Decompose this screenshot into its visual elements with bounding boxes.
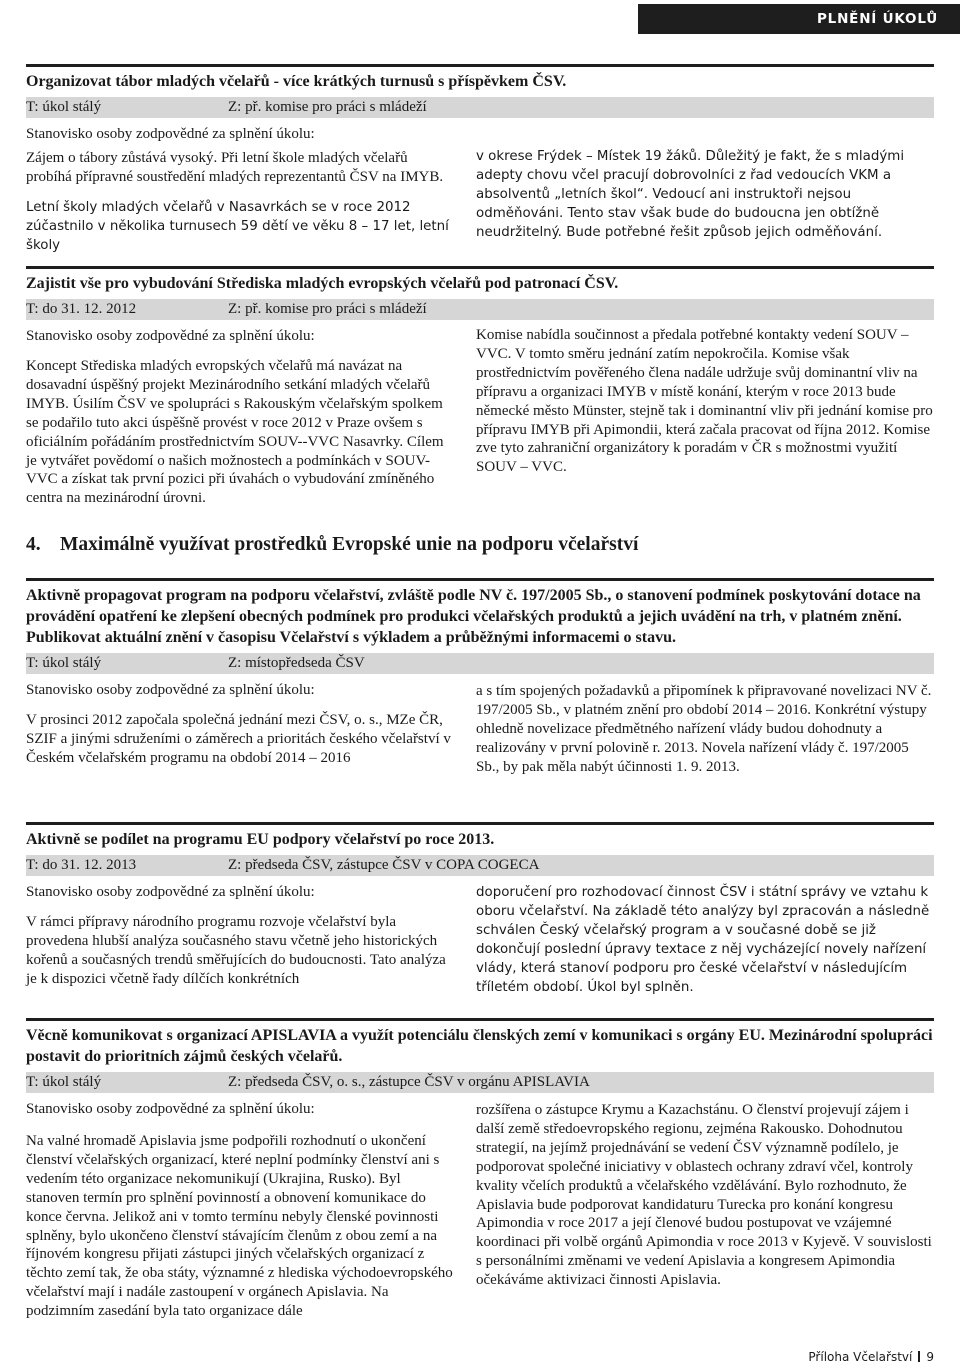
task-text-right: doporučení pro rozhodovací činnost ČSV i státní správy ve vztahu k oboru včelařství. Na základě této analýzy byl zpracován a následně schválen Český včelařský program a v současné době se již dokončují poslední úpravy textace z něj vycházející novely nařízení vlády, která stanoví podporu pro české včelařství v následujícím tříletém období. Úkol byl splněn. — [476, 885, 930, 995]
task-text-right: Komise nabídla součinnost a předala potřebné kontakty vedení SOUV – VVC. V tomto směru jednání zatím nepokročila. Komise však prostřednictvím pověřeného člena nadále udržuje svůj dominantní vliv na přípravu a organizaci IMYB v místě konání, kterým v roce 2013 bude německé město Münster, stejně tak i dominantní vliv při jednání komise pro přípravu IMYB při Apimondii, která začala pracovat od října 2012. Komise zve tyto zahraniční organizátory k poradám v ČR s možnostmi využití SOUV – VVC. — [476, 327, 933, 476]
task-meta — [26, 653, 934, 674]
task-2 — [26, 266, 934, 507]
section-header: PLNĚNÍ ÚKOLŮ — [638, 4, 960, 34]
divider — [26, 64, 934, 67]
task-3 — [26, 578, 934, 775]
task-title: Aktivně propagovat program na podporu včelařství, zvláště podle NV č. 197/2005 Sb., o stanovení podmínek poskytování dotace na provádění opatření ke zlepšení obecných podmínek pro produkci včelařských produktů a jejich uvádění na trh, v platném znění. Publikovat aktuální znění v časopisu Včelařství s výkladem a průběžnými informacemi o stavu. — [26, 587, 921, 646]
task-text-left: V rámci přípravy národního programu rozvoje včelařství byla provedena hlubší analýza současného stavu včetně jeho historických kořenů a současných trendů směřujících do budoucnosti. Tato analýza je k dispozici včetně řady dílčích konkrétních — [26, 914, 446, 987]
task-1 — [26, 64, 934, 253]
task-title: Věcně komunikovat s organizací APISLAVIA a využít potenciálu členských zemí v komunikaci s orgány EU. Mezinárodní spolupráci postavit do prioritních zájmů českých včelařů. — [26, 1027, 933, 1065]
task-responsible: Z: předseda ČSV, o. s., zástupce ČSV v orgánu APISLAVIA — [228, 1074, 590, 1090]
task-5 — [26, 1018, 934, 1320]
divider — [26, 578, 934, 581]
task-title: Zajistit vše pro vybudování Střediska mladých evropských včelařů pod patronací ČSV. — [26, 275, 619, 292]
task-term: T: úkol stálý — [26, 1074, 102, 1090]
stanovisko-label: Stanovisko osoby zodpovědné za splnění úkolu: — [26, 1101, 315, 1117]
chapter-number: 4. — [26, 534, 41, 555]
task-title: Organizovat tábor mladých včelařů - více krátkých turnusů s příspěvkem ČSV. — [26, 73, 567, 90]
task-term: T: úkol stálý — [26, 655, 102, 671]
task-text-left: Letní školy mladých včelařů v Nasavrkách se v roce 2012 zúčastnilo v několika turnusech 59 dětí ve věku 8 – 17 let, letní školy — [26, 199, 449, 253]
task-meta — [26, 855, 934, 876]
divider — [26, 1018, 934, 1021]
page-footer — [808, 1350, 934, 1364]
stanovisko-label: Stanovisko osoby zodpovědné za splnění úkolu: — [26, 126, 315, 142]
task-term: T: do 31. 12. 2013 — [26, 857, 137, 873]
task-text-left: V prosinci 2012 započala společná jednání mezi ČSV, o. s., MZe ČR, SZIF a jinými sdruženími o záměrech a prioritách českého včelařství v Českém včelařském programu na období 2014 – 2016 — [26, 712, 451, 766]
footer-separator — [918, 1351, 920, 1362]
task-text-left: Zájem o tábory zůstává vysoký. Při letní škole mladých včelařů probíhá přípravné soustředění mladých reprezentantů ČSV na IMYB. — [26, 150, 444, 185]
stanovisko-label: Stanovisko osoby zodpovědné za splnění úkolu: — [26, 682, 315, 698]
task-title: Aktivně se podílet na programu EU podpory včelařství po roce 2013. — [26, 831, 495, 848]
stanovisko-label: Stanovisko osoby zodpovědné za splnění úkolu: — [26, 328, 315, 344]
task-text-right: a s tím spojených požadavků a připomínek k připravované novelizaci NV č. 197/2005 Sb., v platném znění pro období 2014 – 2016. Konkrétní výstupy ohledně novelizace předmětného nařízení vlády budou dohodnuty a realizovány v první polovině r. 2013. Novela nařízení vlády č. 197/2005 Sb., by pak měla nabýt účinnosti 1. 9. 2013. — [476, 683, 932, 775]
task-text-left: Na valné hromadě Apislavia jsme podpořili rozhodnutí o ukončení členství včelařských organizací, které neplní podmínky členství ani s vedením této organizace nekomunikují (Ukrajina, Rusko). Byl stanoven termín pro splnění povinností a obnovení komunikace do konce června. Jelikož ani v tomto termínu nebyly členské povinnosti splněny, bylo ukončeno členství stávajícím členům z obou zemí a na říjnovém kongresu přijati zástupci jiných včelařských organizací z těchto zemí tak, že oba státy, významné z hlediska východoevropského včelařství mají i nadále zastoupení v orgánech Apislavia. Na podzimním zasedání byla tato organizace dále — [26, 1133, 453, 1320]
task-4 — [26, 822, 934, 995]
chapter-heading — [26, 532, 934, 558]
task-meta — [26, 1072, 934, 1093]
task-text-right: v okrese Frýdek – Místek 19 žáků. Důležitý je fakt, že s mladými adepty chovu včel pracují dobrovolníci z řad vedoucích VKM a absolventů „letních škol“. Vedoucí ani instruktoři nejsou odměňováni. Tento stav však bude do budoucna jen obtížně neudržitelný. Bude potřebné řešit způsob jejich odměňování. — [476, 149, 905, 240]
task-text-right: rozšířena o zástupce Krymu a Kazachstánu. O členství projevují zájem i další země středoevropského regionu, zejména Rakousko. Dohodnutou strategií, na jejímž projednávání se vedení ČSV významně podílelo, je podporovat společné iniciativy v oblastech ochrany zdraví včel, kontroly kvality včelích produktů a včelařského vzdělávání. Bylo rozhodnuto, že Apislavia bude podporovat kandidaturu Turecka pro konání kongresu Apimondia v roce 2017 a její členové budou postupovat ve vzájemné koordinaci při volbě orgánů Apimondia v roce 2013 v Kyjevě. V souvislosti s personálními změnami ve vedení Apislavia a kongresem Apimondia očekáváme aktivizaci činnosti Apislavia. — [476, 1102, 932, 1289]
page-number: 9 — [926, 1350, 934, 1364]
chapter-title: Maximálně využívat prostředků Evropské unie na podporu včelařství — [60, 534, 639, 555]
divider — [26, 266, 934, 269]
task-responsible: Z: předseda ČSV, zástupce ČSV v COPA COGECA — [228, 857, 540, 873]
task-meta — [26, 299, 934, 320]
task-meta — [26, 97, 934, 118]
stanovisko-label: Stanovisko osoby zodpovědné za splnění úkolu: — [26, 884, 315, 900]
task-responsible: Z: místopředseda ČSV — [228, 655, 365, 671]
task-responsible: Z: př. komise pro práci s mládeží — [228, 301, 427, 317]
divider — [26, 822, 934, 825]
task-text-left: Koncept Střediska mladých evropských včelařů má navázat na dosavadní úspěšný projekt Mezinárodního setkání mladých včelařů IMYB. Úsilím ČSV ve spolupráci s Rakouským včelařským spolkem se podařilo tuto akci úspěšně provést v roce 2012 v Praze ovšem s oficiálním pořádáním prostřednictvím SOUV--VVC Nasavrky. Cílem je vytvářet povědomí o našich možnostech a podmínkách v SOUV-VVC a získat tak první pozici při úvahách o vybudování zmíněného centra na mezinárodní úrovni. — [26, 358, 444, 507]
task-term: T: úkol stálý — [26, 99, 102, 115]
task-term: T: do 31. 12. 2012 — [26, 301, 137, 317]
task-responsible: Z: př. komise pro práci s mládeží — [228, 99, 427, 115]
footer-label: Příloha Včelařství — [808, 1350, 913, 1364]
